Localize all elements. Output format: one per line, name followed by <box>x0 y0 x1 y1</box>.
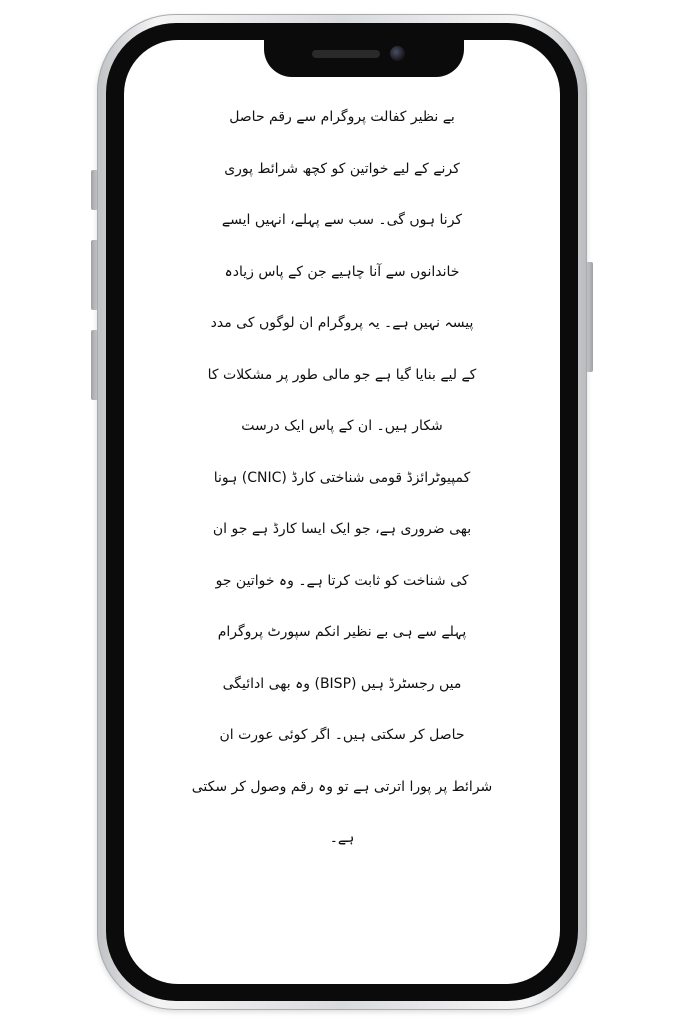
text-line: پیسہ نہیں ہے۔ یہ پروگرام ان لوگوں کی مدد <box>210 315 474 331</box>
text-line: بے نظیر کفالت پروگرام سے رقم حاصل <box>229 109 455 125</box>
text-line: کمپیوٹرائزڈ قومی شناختی کارڈ (CNIC) ہونا <box>213 469 471 486</box>
text-line: کی شناخت کو ثابت کرتا ہے۔ وہ خواتین جو <box>215 572 469 589</box>
text-line: کرنا ہوں گی۔ سب سے پہلے، انہیں ایسے <box>221 212 463 228</box>
text-line: شکار ہیں۔ ان کے پاس ایک درست <box>241 418 443 434</box>
front-camera-icon <box>390 46 405 61</box>
text-line: میں رجسٹرڈ ہیں (BISP) وہ بھی ادائیگی <box>222 675 462 692</box>
text-line: پہلے سے ہی بے نظیر انکم سپورٹ پروگرام <box>217 624 467 640</box>
text-line: حاصل کر سکتی ہیں۔ اگر کوئی عورت ان <box>219 727 465 743</box>
speaker-grille-icon <box>312 50 380 58</box>
text-line: خاندانوں سے آنا چاہیے جن کے پاس زیادہ <box>224 263 460 280</box>
text-line: کرنے کے لیے خواتین کو کچھ شرائط پوری <box>224 160 460 177</box>
power-button <box>586 262 593 372</box>
article-paragraph <box>128 92 556 865</box>
text-line: کے لیے بنایا گیا ہے جو مالی طور پر مشکلات کا <box>207 366 477 383</box>
text-line: شرائط پر پورا اترتی ہے تو وہ رقم وصول کر سکتی <box>191 778 493 795</box>
text-line: ہے۔ <box>329 830 355 846</box>
text-line: بھی ضروری ہے، جو ایک ایسا کارڈ ہے جو ان <box>212 521 472 537</box>
